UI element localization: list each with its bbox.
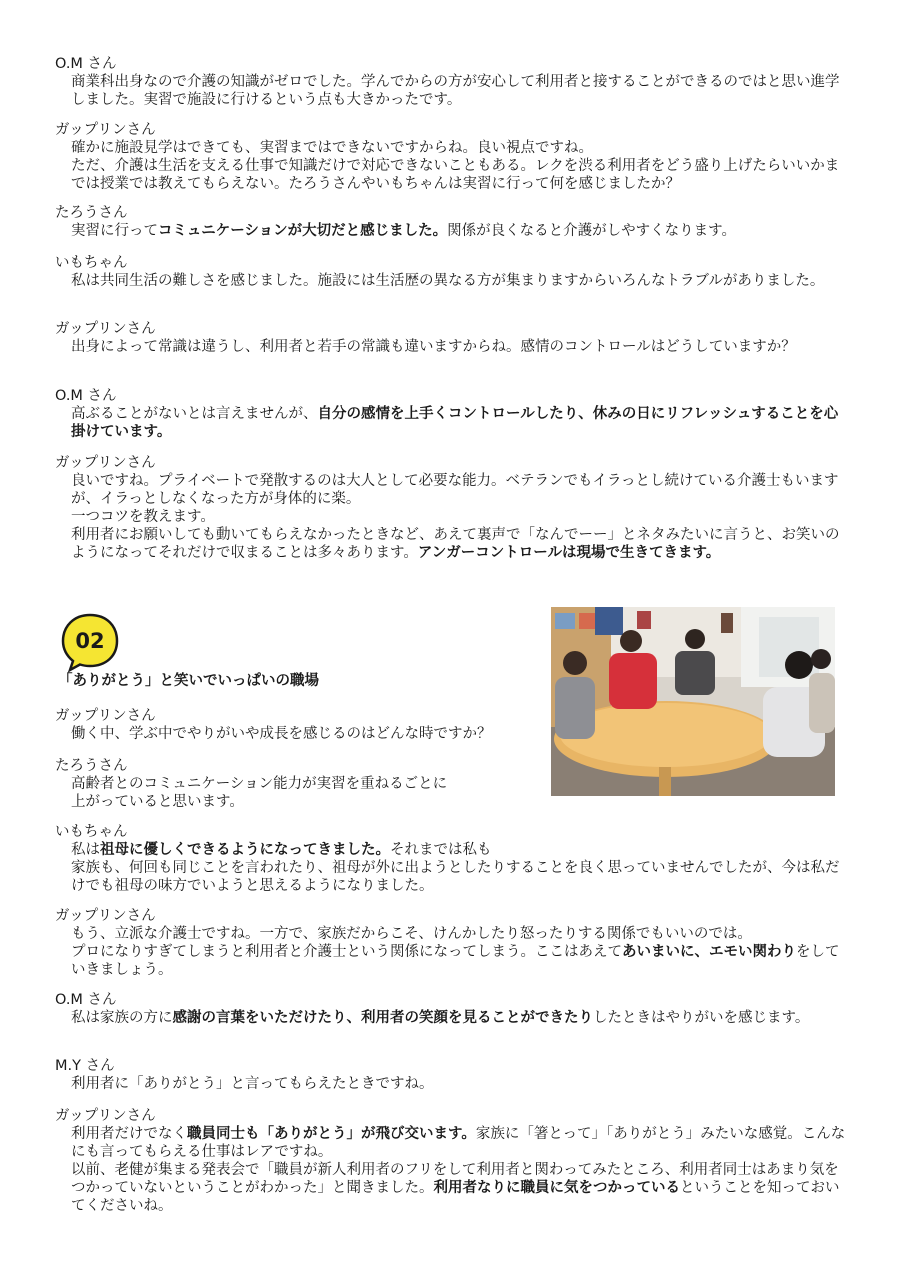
dialogue-block [55, 1057, 845, 1093]
speech-text: 商業科出身なので介護の知識がゼロでした。学んでからの方が安心して利用者と接することができるのではと思い進学しました。実習で施設に行けるという点も大きかったです。 [71, 74, 840, 108]
speaker-name: いもちゃん [55, 255, 128, 271]
speech-paragraph: もう、立派な介護士ですね。一方で、家族だからこそ、けんかしたり怒ったりする関係でもいいのでは。 [71, 926, 752, 942]
speech-line: 高齢者とのコミュニケーション能力が実習を重ねるごとに [71, 776, 448, 792]
speech-emphasis: 利用者なりに職員に気をつかっている [433, 1180, 680, 1196]
dialogue-block [55, 254, 845, 290]
speaker-name: O.M さん [55, 56, 117, 72]
dialogue-block [55, 454, 845, 562]
speaker-name: M.Y さん [55, 1058, 115, 1074]
speech-paragraph [71, 943, 845, 979]
speech-span: 利用者にお願いしても動いてもらえなかったときなど、あえて裏声で「なんでーー」とネタみたいに言うと、お笑いのようになってそれだけで収まることは多々あります。 [71, 527, 840, 561]
speech-span: ということを知っておいてくださいね。 [71, 1180, 840, 1214]
speech-text [55, 775, 535, 811]
speaker-name: ガップリンさん [55, 1108, 156, 1124]
speech-paragraph: ただ、介護は生活を支える仕事で知識だけで対応できないこともある。レクを渋る利用者をどう盛り上げたらいいかまでは授業では教えてもらえない。たろうさんやいもちゃんは実習に行って何を感じましたか？ [71, 158, 840, 192]
speaker-name: いもちゃん [55, 824, 128, 840]
speech-paragraph: 一つコツを教えます。 [71, 509, 215, 525]
dialogue-block [55, 707, 545, 743]
speaker-name: ガップリンさん [55, 321, 156, 337]
speech-paragraph: 確かに施設見学はできても、実習まではできないですからね。良い視点ですね。 [71, 140, 593, 156]
section-title: 「ありがとう」と笑いでいっぱいの職場 [58, 673, 319, 689]
speech-emphasis: 祖母に優しくできるようになってきました。 [100, 842, 390, 858]
speech-emphasis: 自分の感情を上手くコントロールしたり、休みの日にリフレッシュすることを心掛けています。 [71, 406, 839, 440]
speaker-name: O.M さん [55, 992, 117, 1008]
dialogue-block [55, 121, 845, 193]
speech-text [55, 841, 845, 895]
photo-illustration [551, 607, 835, 796]
speech-paragraph [71, 1125, 850, 1161]
speech-text: 働く中、学ぶ中でやりがいや成長を感じるのはどんな時ですか？ [71, 726, 492, 742]
speech-text: 利用者に「ありがとう」と言ってもらえたときですね。 [71, 1076, 434, 1092]
speech-text [55, 925, 845, 979]
speech-text [55, 405, 845, 441]
speech-emphasis: コミュニケーションが大切だと感じました。 [158, 223, 448, 239]
speech-emphasis: あいまいに、エモい関わり [622, 944, 796, 960]
speaker-name: ガップリンさん [55, 708, 156, 724]
speech-span: 関係が良くなると介護がしやすくなります。 [447, 223, 736, 239]
dialogue-block [55, 204, 845, 240]
speech-paragraph [71, 1161, 850, 1215]
dialogue-block [55, 907, 845, 979]
speech-line [71, 841, 845, 859]
group-photo [551, 607, 835, 796]
speech-text [55, 472, 845, 562]
speech-span: 私は家族の方に [71, 1010, 173, 1026]
speech-text [55, 222, 845, 240]
speaker-name: O.M さん [55, 388, 117, 404]
badge-number: 02 [75, 629, 105, 653]
speech-span: 私は [71, 842, 100, 858]
speech-span: をしていきましょう。 [71, 944, 840, 978]
speech-paragraph: 家族も、何回も同じことを言われたり、祖母が外に出ようとしたりすることを良く思っていませんでしたが、今は私だけでも祖母の味方でいようと思えるようになりました。 [71, 860, 840, 894]
speech-bubble-icon [59, 611, 121, 673]
dialogue-block [55, 991, 845, 1027]
dialogue-block [55, 55, 845, 109]
speech-emphasis: 感謝の言葉をいただけたり、利用者の笑顔を見ることができたり [172, 1010, 593, 1026]
speaker-name: ガップリンさん [55, 908, 156, 924]
dialogue-block [55, 320, 845, 356]
speech-span: 以前、老健が集まる発表会で「職員が新人利用者のフリをして利用者と関わってみたところ、利用者同士はあまり気をつかっていないということがわかった」と聞きました。 [71, 1162, 839, 1196]
speech-span: 実習に行って [71, 223, 158, 239]
speech-line: 上がっていると思います。 [71, 794, 244, 810]
dialogue-block [55, 387, 845, 441]
speech-span: プロになりすぎてしまうと利用者と介護士という関係になってしまう。ここはあえて [71, 944, 622, 960]
speech-span: 家族に「箸とって」「ありがとう」みたいな感覚。こんなにも言ってもらえる仕事はレアですね。 [71, 1126, 846, 1160]
speech-span: 高ぶることがないとは言えませんが、 [71, 406, 318, 422]
speech-paragraph: 良いですね。プライベートで発散するのは大人として必要な能力。ベテランでもイラっとし続けている介護士もいますが、イラっとしなくなった方が身体的に楽。 [71, 473, 839, 507]
speech-text: 私は共同生活の難しさを感じました。施設には生活歴の異なる方が集まりますからいろんなトラブルがありました。 [71, 273, 825, 289]
speaker-name: たろうさん [55, 758, 128, 774]
speech-text [55, 139, 845, 193]
speech-paragraph [71, 526, 845, 562]
speaker-name: ガップリンさん [55, 122, 156, 138]
speech-text [55, 1125, 850, 1215]
speech-text: 出身によって常識は違うし、利用者と若手の常識も違いますからね。感情のコントロールはどうしていますか？ [71, 339, 796, 355]
speech-emphasis: 職員同士も「ありがとう」が飛び交います。 [187, 1126, 476, 1142]
dialogue-block [55, 823, 845, 895]
speech-text [55, 1009, 845, 1027]
speech-span: それまでは私も [390, 842, 492, 858]
dialogue-block [55, 757, 535, 811]
speaker-name: たろうさん [55, 205, 128, 221]
speech-span: 利用者だけでなく [71, 1126, 187, 1142]
section-number-badge [59, 611, 121, 673]
dialogue-block [55, 1107, 850, 1215]
speech-emphasis: アンガーコントロールは現場で生きてきます。 [417, 545, 721, 561]
speaker-name: ガップリンさん [55, 455, 156, 471]
speech-span: したときはやりがいを感じます。 [593, 1010, 810, 1026]
